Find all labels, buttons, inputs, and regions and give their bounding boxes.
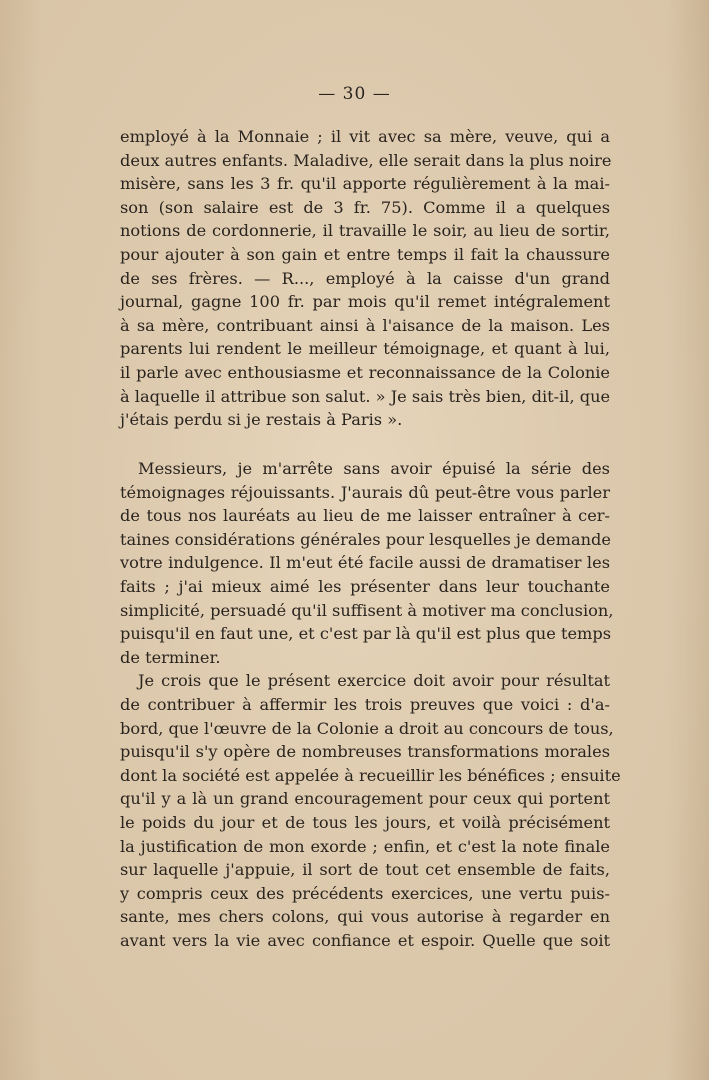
text-line: faits ; j'ai mieux aimé les présenter dans leur touchante — [120, 576, 610, 596]
text-line: y compris ceux des précédents exercices, une vertu puis- — [120, 883, 610, 903]
text-line: employé à la Monnaie ; il vit avec sa mère, veuve, qui a — [120, 127, 610, 146]
text-line: Messieurs, je m'arrête sans avoir épuisé la série des — [138, 459, 610, 478]
text-line: sur laquelle j'appuie, il sort de tout cet ensemble de faits, — [120, 860, 610, 880]
text-line: Je crois que le présent exercice doit avoir pour résultat — [138, 671, 610, 691]
text-line: la justification de mon exorde ; enfin, et c'est la note finale — [120, 836, 610, 856]
text-line: bord, que l'œuvre de la Colonie a droit au concours de tous, — [120, 718, 614, 738]
text-line: de ses frères. — R..., employé à la caisse d'un grand — [120, 268, 610, 288]
text-line: qu'il y a là un grand encouragement pour ceux qui portent — [120, 789, 610, 809]
text-line: notions de cordonnerie, il travaille le soir, au lieu de sortir, — [120, 221, 610, 241]
text-line: taines considérations générales pour lesquelles je demande — [120, 529, 611, 549]
text-line: pour ajouter à son gain et entre temps il fait la chaussure — [120, 244, 610, 264]
text-line: votre indulgence. Il m'eut été facile aussi de dramatiser les — [120, 553, 610, 573]
text-line: simplicité, persuadé qu'il suffisent à motiver ma conclusion, — [120, 600, 614, 620]
text-line: témoignages réjouissants. J'aurais dû peut-être vous parler — [120, 482, 610, 502]
text-line: son (son salaire est de 3 fr. 75). Comme il a quelques — [120, 197, 610, 217]
text-line: de contribuer à affermir les trois preuves que voici : d'a- — [120, 694, 610, 714]
paragraph-2 — [120, 457, 621, 952]
text-line: le poids du jour et de tous les jours, et voilà précisément — [120, 812, 610, 832]
text-line: puisqu'il s'y opère de nombreuses transformations morales — [120, 742, 610, 762]
text-line: misère, sans les 3 fr. qu'il apporte régulièrement à la mai- — [120, 174, 610, 194]
text-line: journal, gagne 100 fr. par mois qu'il remet intégralement — [120, 292, 610, 312]
text-line: j'étais perdu si je restais à Paris ». — [120, 410, 403, 430]
paragraph-1 — [120, 125, 610, 432]
text-line: à sa mère, contribuant ainsi à l'aisance de la maison. Les — [120, 315, 610, 335]
text-line: sante, mes chers colons, qui vous autorise à regarder en — [120, 907, 610, 927]
text-line: parents lui rendent le meilleur témoignage, et quant à lui, — [120, 339, 610, 359]
text-line: avant vers la vie avec confiance et espoir. Quelle que soit — [120, 930, 610, 950]
text-line: puisqu'il en faut une, et c'est par là qu'il est plus que temps — [120, 624, 612, 644]
text-line: il parle avec enthousiasme et reconnaissance de la Colonie — [120, 362, 610, 382]
page-number: — 30 — — [318, 84, 391, 104]
text-line: à laquelle il attribue son salut. » Je sais très bien, dit-il, que — [120, 386, 611, 406]
text-line: de terminer. — [120, 647, 221, 667]
text-line: dont la société est appelée à recueillir les bénéfices ; ensuite — [120, 765, 621, 785]
text-line: deux autres enfants. Maladive, elle serait dans la plus noire — [120, 150, 612, 170]
text-line: de tous nos lauréats au lieu de me laisser entraîner à cer- — [120, 506, 610, 526]
